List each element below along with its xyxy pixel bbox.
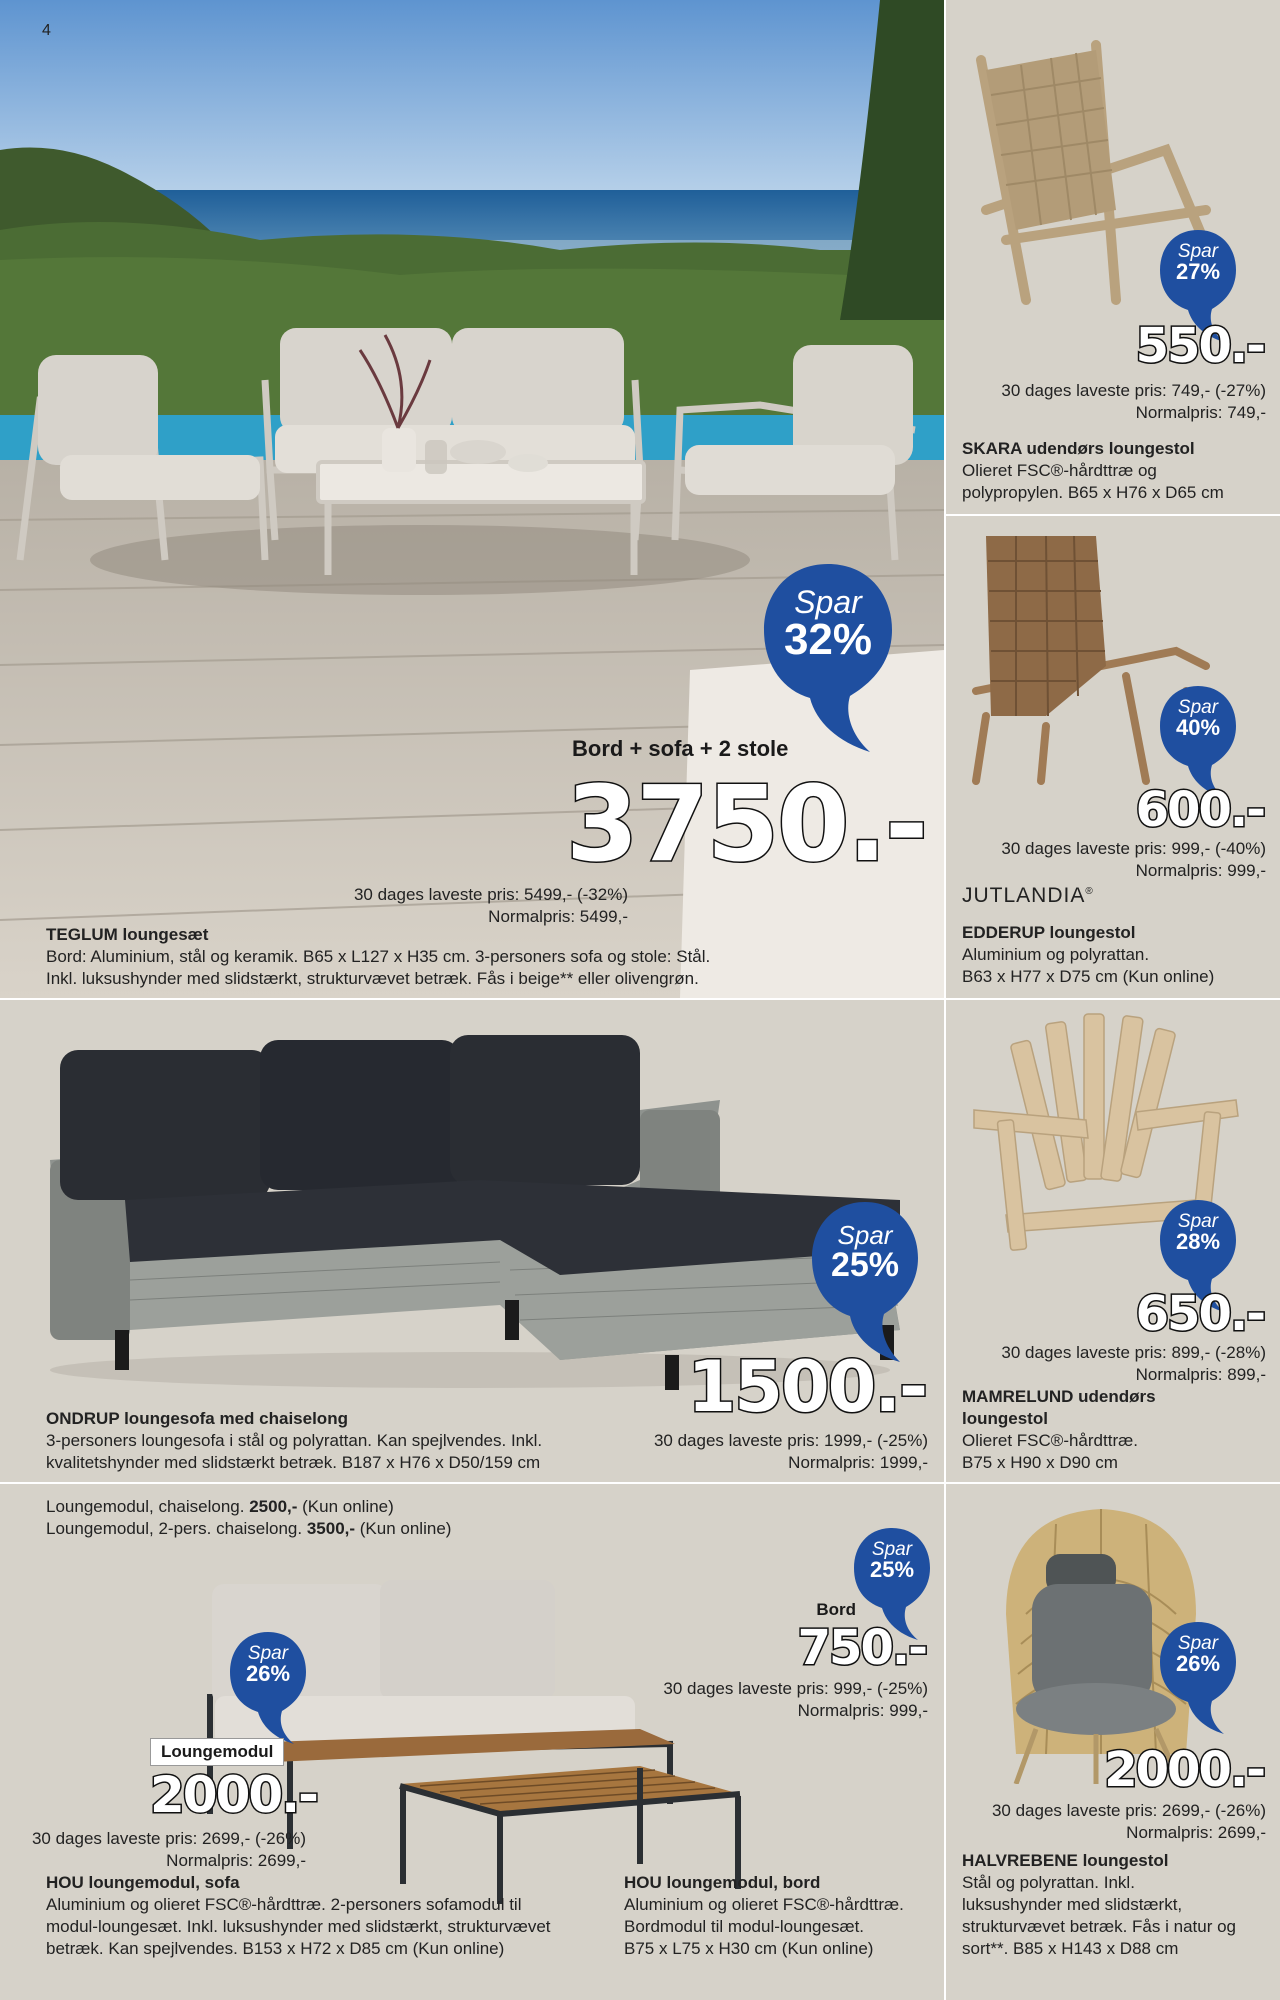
teglum-discount-badge [758, 556, 898, 756]
teglum-heading: Bord + sofa + 2 stole [572, 736, 789, 761]
hou-bord-lowest-price: 30 dages laveste pris: 999,- (-25%) [663, 1679, 928, 1698]
hou-set-image [0, 1544, 944, 1924]
edderup-price: 600.- [1135, 782, 1264, 838]
halvrebene-lowest-price: 30 dages laveste pris: 2699,- (-26%) [991, 1801, 1266, 1820]
hou-option1-label: Loungemodul, chaiselong. [46, 1497, 250, 1516]
halvrebene-discount-badge [1156, 1618, 1240, 1738]
hou-bord-normal-price: Normalpris: 999,- [797, 1701, 928, 1720]
mamrelund-title-line2: loungestol [962, 1409, 1048, 1428]
badge-percent: 26% [245, 1661, 291, 1686]
hou-sofa-description [46, 1872, 606, 1960]
skara-price: 550.- [1135, 318, 1264, 374]
badge-percent: 27% [1175, 259, 1221, 284]
edderup-desc-line1: Aluminium og polyrattan. [962, 945, 1150, 964]
badge-percent: 25% [830, 1246, 900, 1284]
hou-bord-desc-line1: Aluminium og olieret FSC®-hårdttræ. [624, 1895, 904, 1914]
halvrebene-desc-line3: strukturvævet betræk. Fås i natur og [962, 1917, 1236, 1936]
hou-sofa-title: HOU loungemodul, sofa [46, 1873, 240, 1892]
mamrelund-normal-price: Normalpris: 899,- [1135, 1365, 1266, 1384]
badge-percent: 32% [783, 615, 873, 664]
hou-bord-price: 750.- [797, 1620, 926, 1676]
hou-sofa-desc-line2: modul-loungesæt. Inkl. luksushynder med slidstærkt, strukturvævet [46, 1917, 551, 1936]
ondrup-desc-line2: kvalitetshynder med slidstærkt betræk. B187 x H76 x D50/159 cm [46, 1453, 541, 1472]
ondrup-discount-badge [806, 1196, 924, 1366]
ondrup-price: 1500.- [687, 1346, 926, 1428]
hou-option2-price: 3500,- [306, 1519, 356, 1538]
mamrelund-panel [946, 1000, 1280, 1482]
badge-percent: 26% [1175, 1651, 1221, 1676]
hou-sofa-normal-price: Normalpris: 2699,- [166, 1851, 306, 1870]
hou-bord-label: Bord [816, 1600, 856, 1619]
jutlandia-logo [962, 884, 1094, 908]
skara-description [962, 438, 1272, 504]
ondrup-sofa-image [0, 1000, 944, 1400]
badge-spar-label: Spar [837, 1220, 893, 1250]
halvrebene-normal-price: Normalpris: 2699,- [1126, 1823, 1266, 1842]
edderup-normal-price: Normalpris: 999,- [1135, 861, 1266, 880]
hou-bord-desc-line3: B75 x L75 x H30 cm (Kun online) [624, 1939, 874, 1958]
hou-option1-note: (Kun online) [297, 1497, 394, 1516]
ondrup-lowest-price: 30 dages laveste pris: 1999,- (-25%) [653, 1431, 928, 1450]
badge-spar-label: Spar [794, 584, 862, 620]
hou-option2-label: Loungemodul, 2-pers. chaiselong. [46, 1519, 307, 1538]
hou-sofa-lowest-price: 30 dages laveste pris: 2699,- (-26%) [31, 1829, 306, 1848]
halvrebene-price: 2000.- [1104, 1742, 1264, 1798]
badge-spar-label: Spar [871, 1539, 913, 1560]
teglum-description [46, 924, 906, 990]
teglum-price: 3750.- [566, 763, 927, 885]
teglum-title: TEGLUM loungesæt [46, 925, 209, 944]
ondrup-title: ONDRUP loungesofa med chaiselong [46, 1409, 348, 1428]
badge-spar-label: Spar [247, 1643, 289, 1664]
halvrebene-desc-line1: Stål og polyrattan. Inkl. [962, 1873, 1135, 1892]
jutlandia-logo-mark: ® [1085, 886, 1094, 897]
hou-option2-note: (Kun online) [355, 1519, 452, 1538]
edderup-panel [946, 516, 1280, 998]
hou-sofa-price: 2000.- [150, 1766, 317, 1824]
hou-option-chaiselong [46, 1496, 746, 1518]
column-divider [944, 0, 946, 2000]
skara-desc-line2: polypropylen. B65 x H76 x D65 cm [962, 483, 1224, 502]
mamrelund-lowest-price: 30 dages laveste pris: 899,- (-28%) [1001, 1343, 1266, 1362]
mamrelund-desc-line2: B75 x H90 x D90 cm [962, 1453, 1118, 1472]
hou-sofa-desc-line1: Aluminium og olieret FSC®-hårdttræ. 2-personers sofamodul til [46, 1895, 522, 1914]
teglum-desc-line2: Inkl. luksushynder med slidstærkt, strukturvævet betræk. Fås i beige** eller olivengrøn. [46, 969, 699, 988]
hou-option1-price: 2500,- [249, 1497, 298, 1516]
halvrebene-desc-line4: sort**. B85 x H143 x D88 cm [962, 1939, 1179, 1958]
hou-sofa-desc-line3: betræk. Kan spejlvendes. B153 x H72 x D85 cm (Kun online) [46, 1939, 505, 1958]
edderup-lowest-price: 30 dages laveste pris: 999,- (-40%) [1001, 839, 1266, 858]
halvrebene-description [962, 1850, 1276, 1960]
hou-options [46, 1496, 746, 1540]
edderup-description [962, 922, 1272, 988]
teglum-normal-price: Normalpris: 5499,- [488, 907, 628, 926]
page-number: 4 [42, 22, 51, 39]
mamrelund-title-line1: MAMRELUND udendørs [962, 1387, 1156, 1406]
badge-percent: 40% [1175, 715, 1221, 740]
badge-spar-label: Spar [1177, 1633, 1219, 1654]
teglum-desc-line1: Bord: Aluminium, stål og keramik. B65 x L127 x H35 cm. 3-personers sofa og stole: Stål. [46, 947, 711, 966]
halvrebene-desc-line2: luksushynder med slidstærkt, [962, 1895, 1183, 1914]
ondrup-panel [0, 1000, 944, 1482]
badge-spar-label: Spar [1177, 241, 1219, 262]
skara-title: SKARA udendørs loungestol [962, 439, 1195, 458]
badge-percent: 25% [869, 1557, 915, 1582]
skara-panel [946, 0, 1280, 514]
badge-percent: 28% [1175, 1229, 1221, 1254]
hou-sofa-discount-badge [226, 1628, 310, 1748]
mamrelund-price: 650.- [1135, 1286, 1264, 1342]
row-divider-2 [0, 1482, 1280, 1484]
edderup-title: EDDERUP loungestol [962, 923, 1136, 942]
teglum-lowest-price: 30 dages laveste pris: 5499,- (-32%) [353, 885, 628, 904]
ondrup-normal-price: Normalpris: 1999,- [788, 1453, 928, 1472]
mamrelund-desc-line1: Olieret FSC®-hårdttræ. [962, 1431, 1138, 1450]
hou-panel [0, 1484, 944, 2000]
ondrup-description [46, 1408, 666, 1474]
badge-spar-label: Spar [1177, 697, 1219, 718]
edderup-desc-line2: B63 x H77 x D75 cm (Kun online) [962, 967, 1215, 986]
skara-lowest-price: 30 dages laveste pris: 749,- (-27%) [1001, 381, 1266, 400]
badge-spar-label: Spar [1177, 1211, 1219, 1232]
skara-normal-price: Normalpris: 749,- [1135, 403, 1266, 422]
halvrebene-panel [946, 1484, 1280, 2000]
row-divider-right-1 [946, 514, 1280, 516]
hou-bord-title: HOU loungemodul, bord [624, 1873, 821, 1892]
mamrelund-description [962, 1386, 1272, 1474]
hou-sofa-label: Loungemodul [150, 1738, 284, 1766]
ondrup-desc-line1: 3-personers loungesofa i stål og polyrattan. Kan spejlvendes. Inkl. [46, 1431, 543, 1450]
halvrebene-title: HALVREBENE loungestol [962, 1851, 1169, 1870]
skara-desc-line1: Olieret FSC®-hårdttræ og [962, 461, 1157, 480]
teglum-panel [0, 0, 944, 998]
jutlandia-logo-text: JUTLANDIA [962, 884, 1086, 907]
row-divider-1 [0, 998, 1280, 1000]
hou-bord-desc-line2: Bordmodul til modul-loungesæt. [624, 1917, 865, 1936]
hou-bord-description [624, 1872, 936, 1960]
hou-option-2pers-chaiselong [46, 1518, 746, 1540]
